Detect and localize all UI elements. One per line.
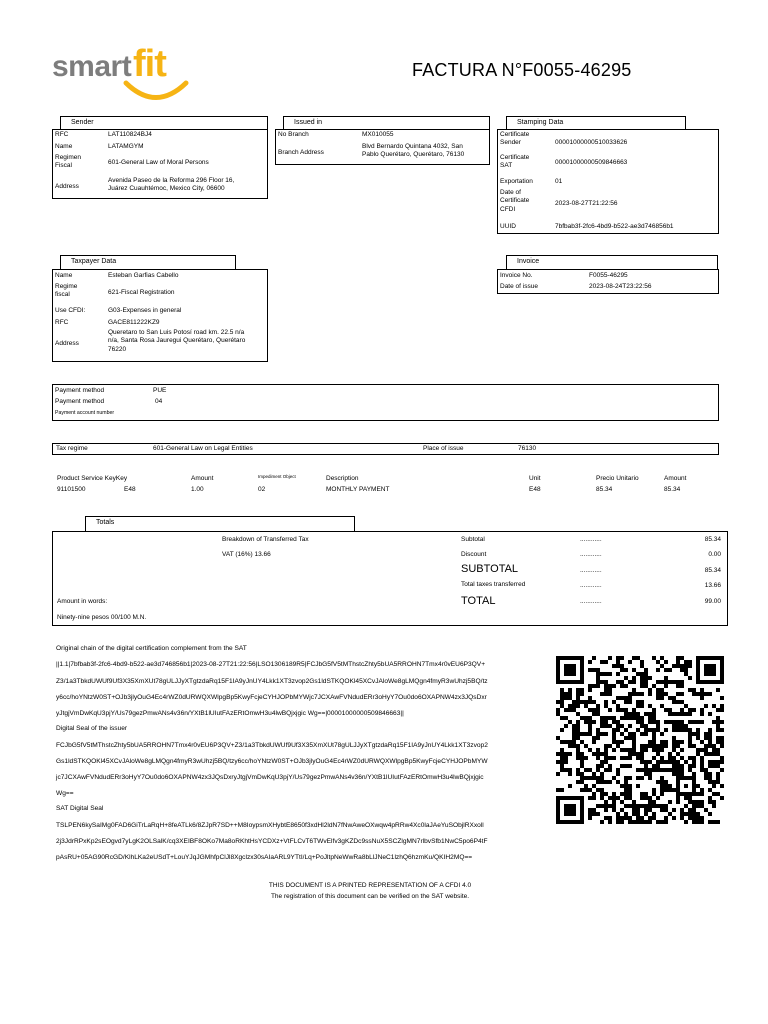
amount-words-label: Amount in words: [57, 598, 108, 605]
subtotal-value: 85.34 [704, 536, 721, 543]
totals-breakdown: Breakdown of Transferred Tax [222, 536, 309, 543]
seal-issuer-line-2: Gs1ldSTKQOKl45XCvJAloWe8gLMQgn4fmyR3wUhzj5BQ/tzy6cc/hoYNtzW0ST+OJb3jlyOuG4Ec4rWZ0dURWQXWlpgBp5KwyFcjeCYHJOPbMYW [56, 758, 488, 765]
stamping-date-label: Date of Certificate CFDI [500, 189, 530, 213]
totals-box [52, 531, 728, 626]
subtotal-dots: ............ [580, 536, 602, 543]
row-impediment: 02 [258, 486, 266, 493]
sender-regime-value: 601-General Law of Moral Persons [108, 159, 209, 166]
invoice-date-value: 2023-08-24T23:22:56 [589, 283, 652, 290]
tax-regime-value: 601-General Law on Legal Entities [153, 445, 253, 452]
tax-regime-box [52, 443, 719, 455]
logo-fit-text: fit [133, 43, 166, 85]
tax-regime-label: Tax regime [56, 445, 88, 452]
col-impediment: Impediment Object [258, 474, 296, 479]
stamping-date-value: 2023-08-27T21:22:56 [555, 200, 618, 207]
sender-name-label: Name [55, 143, 73, 150]
row-description: MONTHLY PAYMENT [326, 486, 390, 493]
discount-value: 0.00 [708, 551, 721, 558]
amount-words-value: Ninety-nine pesos 00/100 M.N. [57, 614, 147, 621]
row-key: E48 [124, 486, 136, 493]
discount-label: Discount [461, 551, 487, 558]
totals-vat: VAT (16%) 13.66 [222, 551, 271, 558]
payment-box [52, 384, 719, 421]
issued-header: Issued in [283, 116, 490, 130]
issued-address-label: Branch Address [278, 149, 324, 156]
stamping-cert-sender-label: Certificate Sender [500, 131, 530, 147]
place-issue-label: Place of issue [423, 445, 464, 452]
payment-method2-value: 04 [155, 398, 163, 405]
chain-line-4: yJtgjVmDwKqU3pjY/Us79gezPmwANs4v36n/YXtB1lUIutFAzERtOmwH3u4lwBQjxjgic Wg==|00001000000509846663|| [56, 710, 404, 717]
invoice-no-label: Invoice No. [500, 272, 533, 279]
total-dots: ............ [580, 598, 602, 605]
row-unit-price: 85.34 [596, 486, 613, 493]
sender-address-value: Avenida Paseo de la Reforma 296 Floor 16, Juárez Cuauhtémoc, Mexico City, 06600 [108, 177, 235, 193]
chain-line-3: y6cc/hoYNtzW0ST+OJb3jlyOuG4Ec4rWZ0dURWQXWlpgBp5KwyFcjeCYHJOPbMYWjc7JCXAwFVNdudERr3oHyY7Ou0do6OXAPNW4zx3JQsDxr [56, 694, 487, 701]
taxpayer-name-value: Esteban Garfias Cabello [108, 272, 179, 279]
invoice-title: FACTURA N°F0055-46295 [412, 60, 632, 80]
chain-line-1: ||1.1|7bfbab3f-2fc6-4bd9-b522-ae3d746856b1|2023-08-27T21:22:56|LSO1306189R5|FCJbG5fV5tMThstcZhty5bUA5RROHN7Tmx4r0vEU6P3QV+ [56, 661, 486, 668]
seal-sat-line-2: 2j3JdrRPxKp2sEOgvd7yLgK2OLSalK/cq3XEIBF8OKo7Ma8oRKhtHsYCDXz+VtFLCvT6TWvElfv3gKZDc9ssNuX5SCZlgMN7rlbvSfb1NwC5po6P4tF [56, 838, 488, 845]
invoice-box [497, 269, 719, 294]
invoice-date-label: Date of issue [500, 283, 538, 290]
stamping-cert-sat-value: 00001000000509846663 [555, 159, 628, 166]
issued-branch-value: MX010055 [362, 131, 394, 138]
payment-method2-label: Payment method [55, 398, 105, 405]
taxpayer-use-value: G03-Expenses in general [108, 307, 182, 314]
subtotal2-value: 85.34 [704, 567, 721, 574]
issued-box [275, 129, 490, 165]
row-product: 91101500 [57, 486, 86, 493]
taxpayer-address-value: Queretaro to San Luis Potosí road km. 22.5 n/a n/a, Santa Rosa Jauregui Querétaro, Querétaro 76220 [108, 329, 246, 353]
footer-line-1: THIS DOCUMENT IS A PRINTED REPRESENTATION OF A CFDI 4.0 [268, 882, 472, 889]
taxpayer-regime-value: 621-Fiscal Registration [108, 289, 175, 296]
sender-name-value: LATAMGYM [108, 143, 144, 150]
row-unit: E48 [529, 486, 541, 493]
sender-header: Sender [60, 116, 268, 130]
sender-box [52, 129, 268, 199]
totals-header: Totals [85, 516, 355, 532]
invoice-no-value: F0055-46295 [589, 272, 628, 279]
taxpayer-rfc-label: RFC [55, 319, 69, 326]
taxpayer-regime-label: Regime fiscal [55, 283, 78, 299]
stamping-exportation-value: 01 [555, 178, 563, 185]
stamping-box [497, 129, 719, 234]
seal-sat-line-3: pAsRU+05AG90RcGD/KlhLKa2eUSdT+LouYJqJGMhfpClJl8Xgclzx30sAIaARL9YTtI/Lq+PoJltpNeWwRa8bLlJNeC1lzhQ6hzmKu/QKIH2MQ== [56, 854, 473, 861]
sender-regime-label: Regimen Fiscal [55, 154, 82, 170]
subtotal2-dots: ............ [580, 567, 602, 574]
sender-rfc-label: RFC [55, 131, 69, 138]
seal-issuer-line-1: FCJbG5fV5tMThstcZhty5bUA5RROHN7Tmx4r0vEU6P3QV+Z3/1a3TbkdUWUf9Uf3X35XmXUt78gULJJyXTgtzdaRq15F1IA9yJnUY4Lkk1XT3zvop2 [56, 742, 488, 749]
stamping-cert-sat-label: Certificate SAT [500, 154, 530, 170]
taxpayer-address-label: Address [55, 340, 79, 347]
taxpayer-box [52, 269, 268, 362]
chain-line-2: Z3/1a3TbkdUWUf9Uf3X35XmXUt78gULJJyXTgtzdaRq15F1IA9yJnUY4Lkk1XT3zvop2Gs1ldSTKQOKl45XCvJAloWe8gLMQgn4fmyR3wUhzj5BQ/tz [56, 678, 488, 685]
sender-address-label: Address [55, 183, 79, 190]
row-amount: 1.00 [191, 486, 204, 493]
qr-code-icon [556, 656, 724, 824]
subtotal2-label: SUBTOTAL [461, 563, 519, 575]
taxes-dots: ............ [580, 582, 602, 589]
taxes-label: Total taxes transferred [461, 581, 526, 588]
sender-rfc-value: LAT110824BJ4 [108, 131, 152, 138]
stamping-uuid-label: UUID [500, 223, 516, 230]
seal-issuer-title: Digital Seal of the issuer [56, 725, 128, 732]
subtotal-label: Subtotal [461, 536, 485, 543]
footer-line-2: The registration of this document can be verified on the SAT website. [270, 893, 470, 900]
seal-sat-line-1: TSLPEN6kySaIMg0FAD6GiTrLaRqH+8feATLk6/8ZJpR7SD++M8IoypsmXHybtE8650f3xdHl2ldN7fNwAweOXwqw4pRRw4Xc0laJAeYuSObjlRXxoll [56, 822, 484, 829]
row-amount2: 85.34 [664, 486, 681, 493]
seal-issuer-line-3: jc7JCXAwFVNdudERr3oHyY7Ou0do6OXAPNW4zx3JQsDxryJtgjVmDwKqU3pjY/Us79gezPmwANs4v36n/YXtB1lUIutFAzERtOmwH3u4lwBQjxjgic [56, 774, 484, 781]
seal-sat-title: SAT Digital Seal [56, 805, 104, 812]
stamping-uuid-value: 7bfbab3f-2fc6-4bd9-b522-ae3d746856b1 [555, 223, 674, 230]
discount-dots: ............ [580, 551, 602, 558]
stamping-cert-sender-value: 00001000000510033626 [555, 139, 628, 146]
taxpayer-header: Taxpayer Data [60, 255, 236, 270]
logo-smart-text: smart [52, 50, 132, 83]
payment-method-label: Payment method [55, 387, 105, 394]
col-description: Description [326, 475, 359, 482]
taxes-value: 13.66 [704, 582, 721, 589]
stamping-header: Stamping Data [506, 116, 686, 130]
taxpayer-rfc-value: GACE811222KZ9 [108, 319, 160, 326]
seal-issuer-line-4: Wg== [56, 790, 74, 797]
col-product: Product Service KeyKey [57, 475, 128, 482]
logo-smile-icon [120, 80, 192, 104]
issued-branch-label: No Branch [278, 131, 309, 138]
payment-method-value: PUE [153, 387, 167, 394]
invoice-header: Invoice [506, 255, 718, 270]
total-label: TOTAL [461, 595, 496, 607]
col-amount2: Amount [664, 475, 687, 482]
total-value: 99.00 [704, 598, 721, 605]
issued-address-value: Blvd Bernardo Quintana 4032, San Pablo Querétaro, Querétaro, 76130 [362, 143, 465, 159]
place-issue-value: 76130 [518, 445, 537, 452]
stamping-exportation-label: Exportation [500, 178, 533, 185]
chain-title: Original chain of the digital certification complement from the SAT [56, 645, 247, 652]
payment-account-label: Payment account number [55, 410, 115, 416]
taxpayer-name-label: Name [55, 272, 73, 279]
col-unit: Unit [529, 475, 541, 482]
col-unit-price: Precio Unitario [596, 475, 639, 482]
taxpayer-use-label: Use CFDI: [55, 307, 86, 314]
col-amount: Amount [191, 475, 214, 482]
